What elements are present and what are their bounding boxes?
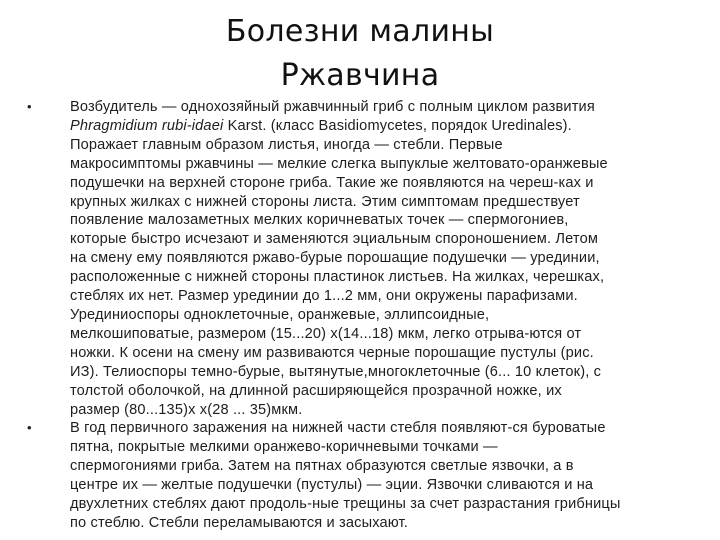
bullet-item-pathogen: [27, 98, 698, 419]
text-line: мелкошиповатые, размером (15...20) х(14...18) мкм, легко отрыва-ются от: [70, 325, 582, 342]
latin-species-name: Phragmidium rubi-idaei: [70, 117, 224, 134]
text-line: [70, 117, 698, 136]
title-line-1: Болезни малины: [225, 14, 495, 49]
text-line: Урединиоспоры одноклеточные, оранжевые, эллипсоидные,: [70, 306, 490, 323]
text-line: двухлетних стеблях дают продоль-ные трещины за счет разрастания грибницы: [70, 496, 621, 513]
text-line: Поражает главным образом листья, иногда — стебли. Первые: [70, 136, 503, 153]
text-line: крупных жилках с нижней стороны листа. Этим симптомам предшествует: [70, 193, 580, 210]
text-line: подушечки на верхней стороне гриба. Такие же появляются на череш-ках и: [70, 174, 594, 191]
text-line: на смену ему появляются ржаво-бурые порошащие подушечки — урединии,: [70, 250, 600, 267]
text-line: ИЗ). Телиоспоры темно-бурые, вытянутые,многоклеточные (6... 10 клеток), с: [70, 363, 602, 380]
text-line: расположенные с нижней стороны пластинок листьев. На жилках, черешках,: [70, 269, 605, 286]
text-line: пятна, покрытые мелкими оранжево-коричневыми точками —: [70, 439, 498, 456]
bullet-icon: •: [27, 420, 32, 436]
text-line: которые быстро исчезают и заменяются эциальным спороношением. Летом: [70, 231, 599, 248]
text-line: Возбудитель — однохозяйный ржавчинный гриб с полным циклом развития: [70, 99, 595, 115]
text-line: ножки. К осени на смену им развиваются черные порошащие пустулы (рис.: [70, 344, 594, 361]
text-line: стеблях их нет. Размер урединии до 1...2 мм, они окружены парафизами.: [70, 288, 578, 305]
bullet-list: [27, 98, 698, 533]
text-line: В год первичного заражения на нижней части стебля появляют-ся буроватые: [70, 420, 606, 437]
slide-title: [140, 10, 580, 98]
text-line: макросимптомы ржавчины — мелкие слегка выпуклые желтовато-оранжевые: [70, 155, 608, 172]
text-line: спермогониями гриба. Затем на пятнах образуются светлые язвочки, а в: [70, 458, 574, 475]
text-line: центре их — желтые подушечки (пустулы) — эции. Язвочки сливаются и на: [70, 477, 594, 494]
text-line: появление малозаметных мелких коричневатых точек — спермогониев,: [70, 212, 569, 229]
text-line: толстой оболочкой, на длинной расширяющейся прозрачной ножке, их: [70, 382, 562, 399]
text-line: размер (80...135)х х(28 ... 35)мкм.: [70, 401, 303, 418]
bullet-item-stem-symptoms: [27, 419, 698, 532]
text-line-rest: Karst. (класс Basidiomycetes, порядок Uredinales).: [227, 117, 572, 134]
bullet-icon: •: [27, 99, 32, 114]
text-line: по стеблю. Стебли переламываются и засыхают.: [70, 514, 408, 531]
title-line-2: Ржавчина: [280, 58, 440, 93]
